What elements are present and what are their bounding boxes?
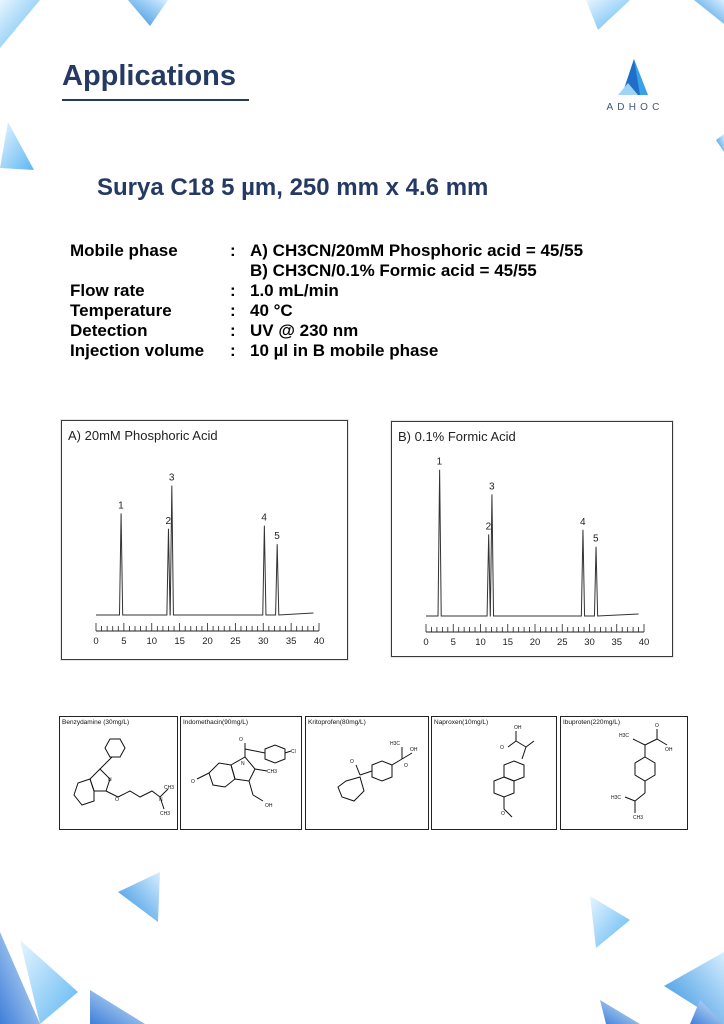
structure-ibuprofen-drawing	[561, 717, 687, 829]
x-tick-label: 5	[121, 636, 127, 647]
structure-atom-label: O	[404, 763, 408, 769]
x-tick-label: 35	[285, 636, 297, 647]
page-title: Applications	[62, 60, 237, 92]
x-tick-label: 25	[230, 636, 241, 647]
peak-label: 5	[274, 531, 280, 543]
structure-atom-label: H3C	[611, 795, 622, 801]
structure-name: Kritoprofen(80mg/L)	[308, 719, 366, 726]
condition-label: Injection volume	[70, 341, 205, 360]
x-tick-label: 15	[174, 636, 185, 647]
structure-benzydamine	[59, 716, 178, 830]
condition-separator: :	[230, 281, 236, 300]
structure-atom-label: CH3	[267, 769, 278, 775]
chromatogram-a-title: A) 20mM Phosphoric Acid	[68, 428, 218, 443]
chromatogram-a	[61, 420, 348, 660]
x-tick-label: 30	[257, 636, 269, 647]
triangle-bottom-left-1	[0, 932, 40, 1024]
x-tick-label: 0	[423, 637, 429, 648]
peak-label: 1	[436, 456, 443, 468]
structure-atom-label: O	[191, 779, 195, 785]
x-tick-label: 25	[556, 637, 568, 648]
structure-atom-label: OH	[265, 803, 273, 809]
condition-value: B) CH3CN/0.1% Formic acid = 45/55	[250, 261, 537, 280]
structure-name: Indomethacin(90mg/L)	[183, 719, 249, 726]
x-tick-label: 5	[450, 637, 456, 648]
title-underline	[62, 99, 249, 101]
structure-atom-label: H3C	[390, 741, 401, 747]
triangle-bottom-left-2	[20, 940, 78, 1024]
structure-atom-label: O	[655, 723, 659, 729]
structure-atom-label: N	[241, 761, 245, 767]
triangle-bottom-mid-left	[118, 872, 160, 922]
condition-label: Detection	[70, 321, 148, 340]
x-tick-label: 10	[146, 636, 158, 647]
structure-atom-label: N	[159, 797, 163, 803]
peak-label: 5	[593, 533, 599, 545]
structure-atom-label: OH	[665, 747, 673, 753]
chromatogram-b-title: B) 0.1% Formic Acid	[398, 429, 516, 444]
x-tick-label: 0	[93, 636, 99, 647]
triangle-bottom-right-1	[590, 896, 630, 948]
x-tick-label: 40	[313, 636, 325, 647]
peak-label: 1	[118, 500, 124, 512]
structure-atom-label: H3C	[619, 733, 630, 739]
structure-naproxen	[431, 716, 557, 830]
x-tick-label: 15	[502, 637, 514, 648]
structure-atom-label: CH3	[160, 811, 171, 817]
chromatogram-a-plot	[62, 421, 347, 659]
structure-name: Ibuproten(220mg/L)	[563, 719, 621, 726]
triangle-top-left	[0, 0, 40, 48]
peak-label: 2	[165, 515, 172, 527]
condition-value: 40 °C	[250, 301, 293, 320]
chromatogram-b-plot	[392, 422, 672, 656]
structure-benzydamine-drawing	[60, 717, 177, 829]
structure-atom-label: CH3	[164, 785, 175, 791]
x-tick-label: 20	[202, 636, 213, 647]
condition-separator: :	[230, 301, 236, 320]
triangle-top-right-2	[694, 0, 724, 24]
x-tick-label: 20	[529, 637, 541, 648]
structure-atom-label: N	[108, 777, 112, 783]
chromatogram-trace	[96, 486, 313, 615]
structure-name: Naproxen(10mg/L)	[434, 719, 489, 726]
triangle-bottom-left-3	[90, 990, 145, 1024]
condition-value: 10 µl in B mobile phase	[250, 341, 439, 360]
chromatogram-b	[391, 421, 673, 657]
peak-label: 4	[579, 516, 586, 528]
condition-separator: :	[230, 341, 236, 360]
structure-ketoprofen	[305, 716, 429, 830]
peak-label: 4	[261, 512, 267, 524]
condition-value: UV @ 230 nm	[250, 321, 359, 340]
structure-name: Benzydamine (30mg/L)	[62, 719, 130, 726]
structure-indomethacin	[180, 716, 302, 830]
chromatogram-trace	[426, 470, 639, 616]
structure-atom-label: O	[239, 737, 243, 743]
structure-atom-label: O	[350, 759, 354, 765]
condition-label: Mobile phase	[70, 241, 178, 260]
x-tick-label: 40	[638, 637, 650, 648]
condition-value: 1.0 mL/min	[250, 281, 339, 300]
structure-atom-label: OH	[410, 747, 418, 753]
peak-label: 3	[488, 481, 495, 493]
logo-text: ADHOC	[606, 102, 664, 113]
condition-label: Flow rate	[70, 281, 145, 300]
structure-atom-label: O	[500, 745, 504, 751]
triangle-top-right-1	[586, 0, 630, 30]
structure-atom-label: O	[501, 811, 505, 817]
structure-atom-label: OH	[514, 725, 522, 731]
structures-row	[59, 716, 688, 830]
structure-naproxen-drawing	[432, 717, 556, 829]
x-tick-label: 35	[611, 637, 623, 648]
x-tick-label: 10	[475, 637, 486, 648]
condition-label: Temperature	[70, 301, 172, 320]
structure-atom-label: Cl	[291, 749, 296, 755]
structure-ketoprofen-drawing	[306, 717, 428, 829]
structure-atom-label: O	[115, 797, 119, 803]
column-name: Surya C18 5 µm, 250 mm x 4.6 mm	[97, 174, 489, 201]
triangle-bottom-right-2	[664, 952, 724, 1024]
structure-ibuprofen	[560, 716, 688, 830]
x-tick-label: 30	[584, 637, 595, 648]
condition-value: A) CH3CN/20mM Phosphoric acid = 45/55	[250, 241, 584, 260]
peak-label: 2	[485, 521, 492, 533]
condition-separator: :	[230, 241, 236, 260]
triangle-left	[0, 122, 34, 170]
structure-indomethacin-drawing	[181, 717, 301, 829]
structure-atom-label: CH3	[633, 815, 644, 821]
condition-separator: :	[230, 321, 236, 340]
peak-label: 3	[168, 472, 175, 484]
triangle-top-mid	[128, 0, 168, 26]
